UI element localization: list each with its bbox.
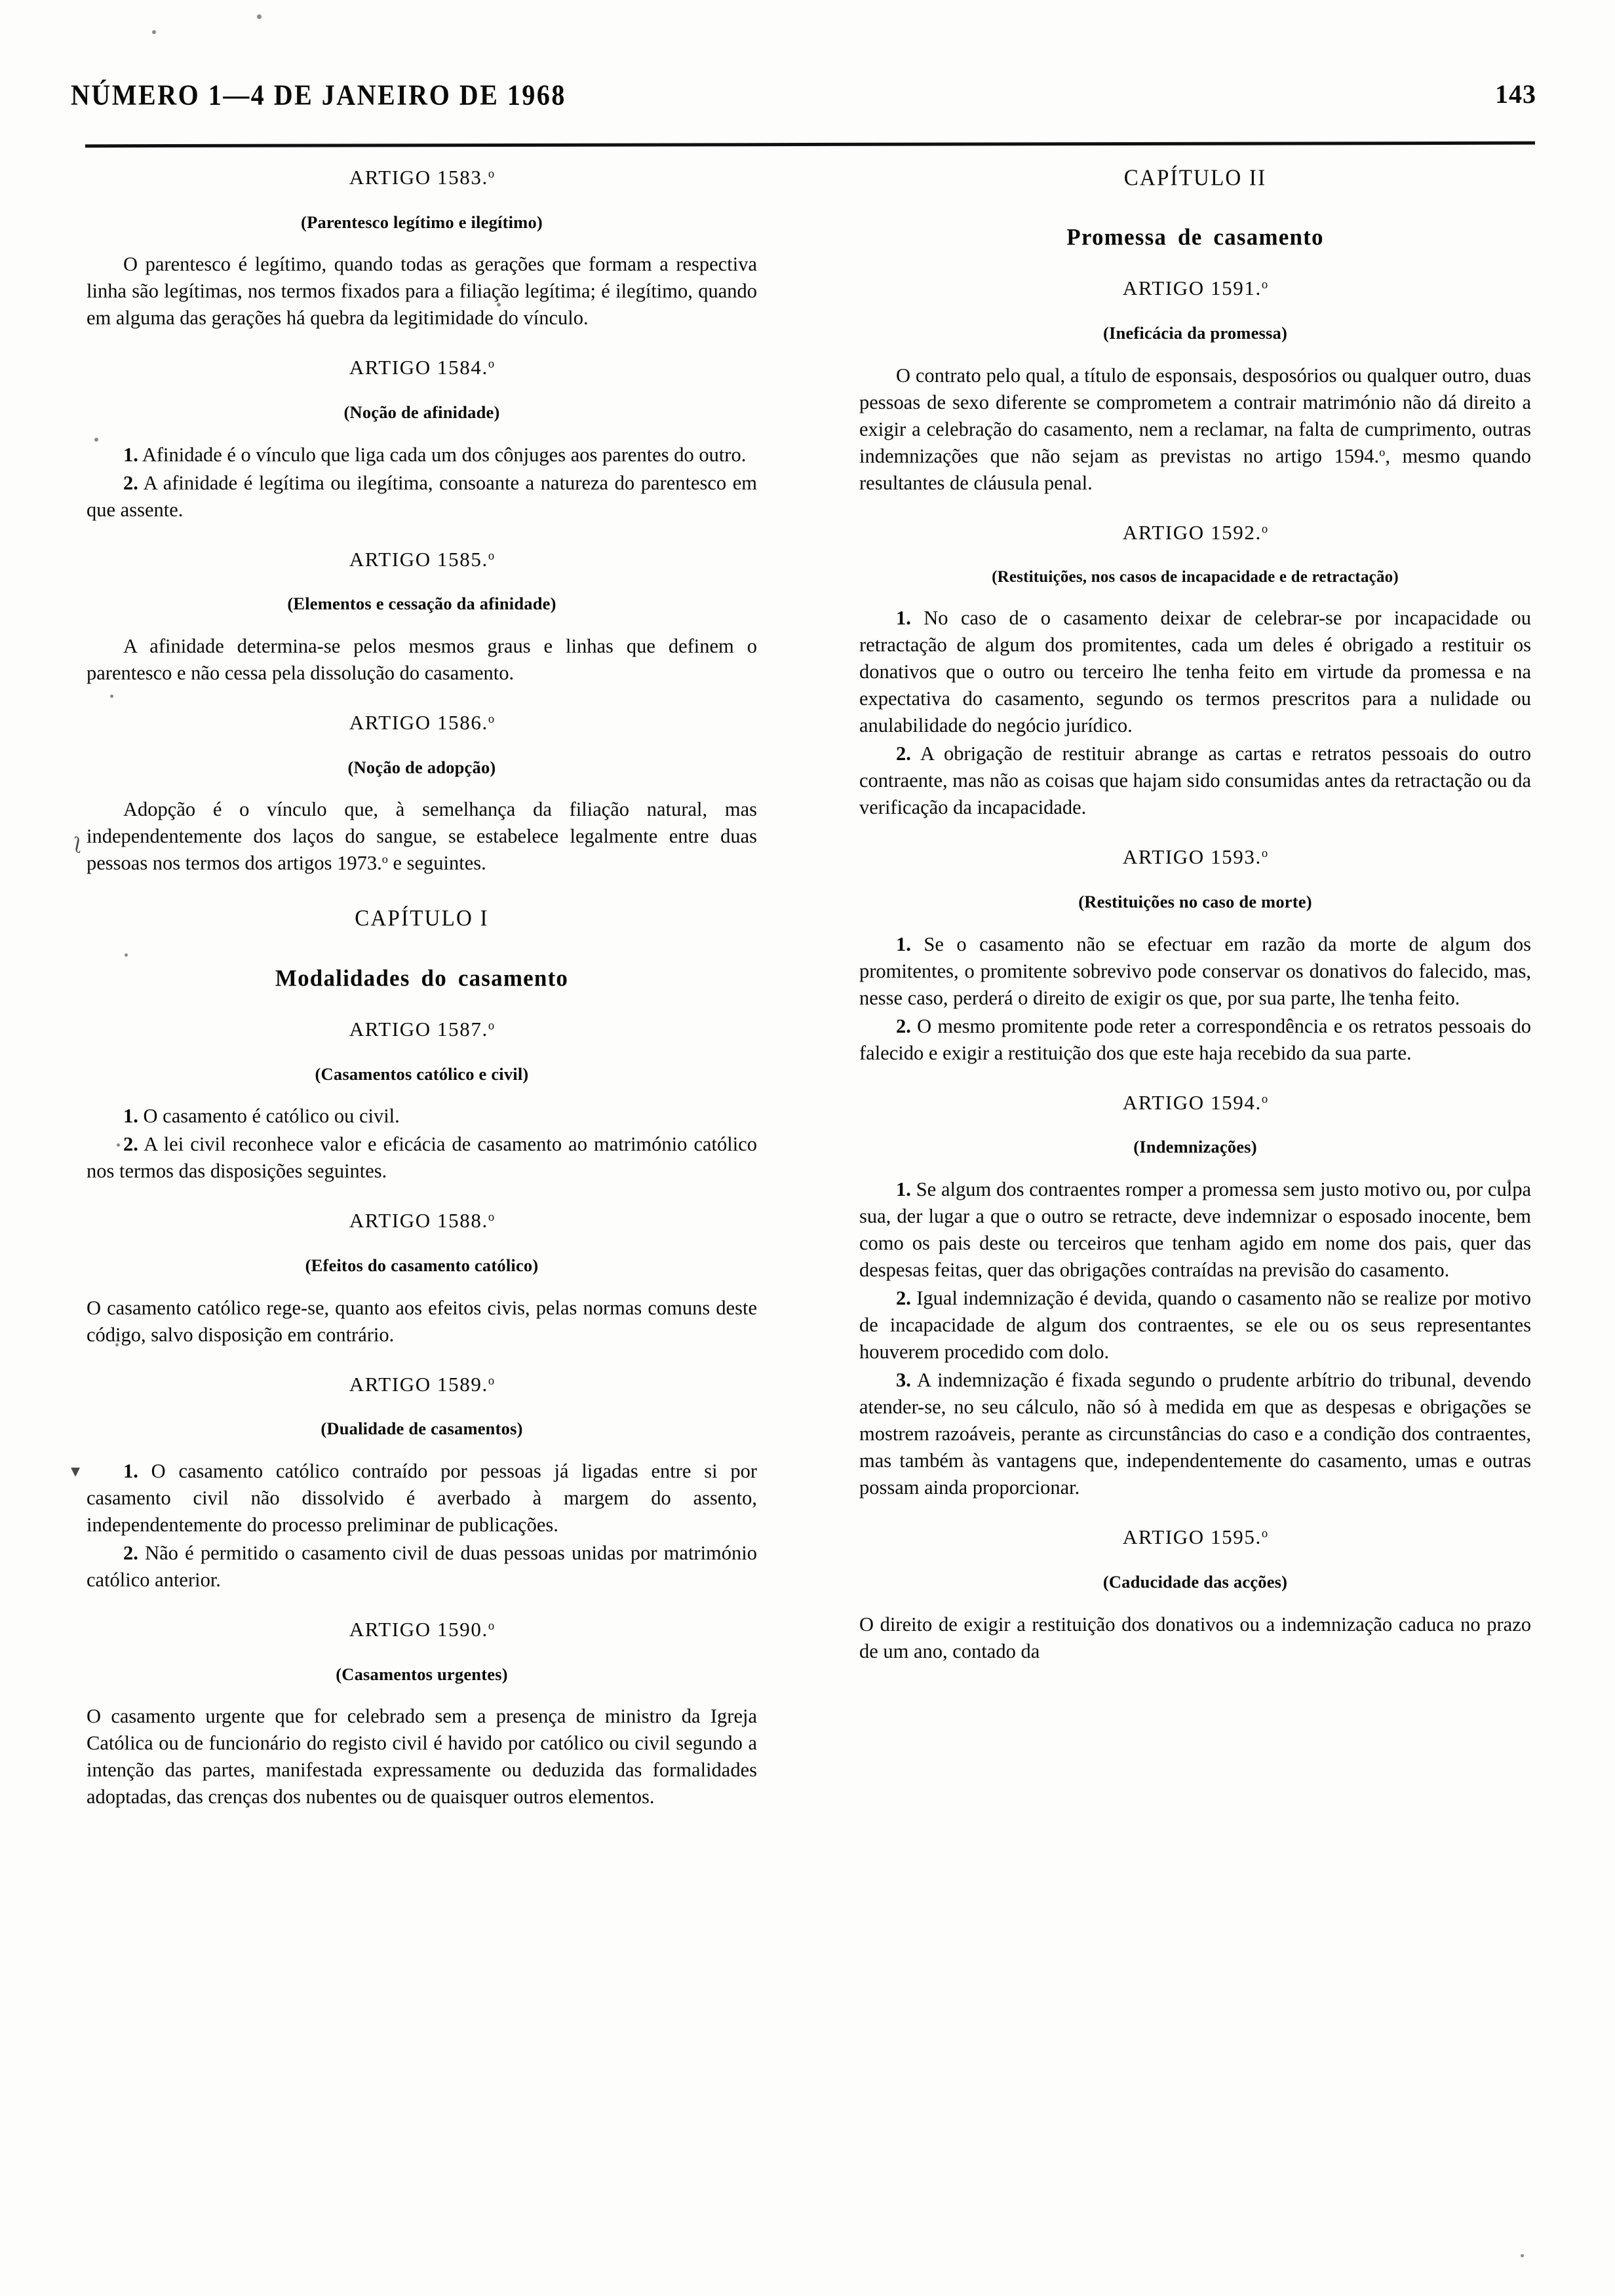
- article-number-1586: ARTIGO 1586.: [349, 711, 488, 735]
- article-number-1593: ARTIGO 1593.: [1122, 845, 1262, 869]
- item-number: 3.: [896, 1369, 911, 1392]
- article-number-1583: ARTIGO 1583.: [349, 166, 488, 189]
- page-number: 143: [1495, 79, 1536, 109]
- item-text: A lei civil reconhece valor e eficácia de casamento ao matrimónio católico nos termos das disposições seguintes.: [87, 1133, 757, 1183]
- item-text: A obrigação de restituir abrange as cartas e retratos pessoais do outro contraente, mas não as coisas que hajam sido consumidas antes da retractação ou da verificação da incapacidade.: [859, 742, 1531, 819]
- article-epigraph-1584: (Noção de afinidade): [343, 402, 500, 423]
- article-heading-1595: [859, 1523, 1531, 1551]
- running-head-title: [71, 77, 566, 112]
- item-number: 1.: [123, 443, 138, 466]
- margin-pen-mark: ▾: [71, 1461, 81, 1482]
- article-epigraph-1587: (Casamentos católico e civil): [315, 1063, 529, 1084]
- article-heading-1594: [859, 1089, 1531, 1117]
- header-rule: [85, 142, 1535, 148]
- article-item: [87, 1458, 757, 1539]
- article-number-1595: ARTIGO 1595.: [1122, 1525, 1262, 1549]
- running-head: [0, 77, 1615, 136]
- ordinal-marker: o: [381, 852, 388, 866]
- item-number: 2.: [123, 1542, 138, 1565]
- item-number: 1.: [896, 607, 911, 630]
- article-heading-1592: [859, 519, 1531, 546]
- item-number: 1.: [896, 1178, 911, 1201]
- ordinal-marker: o: [488, 712, 495, 726]
- scan-speck: [257, 14, 262, 19]
- article-epigraph-1590: (Casamentos urgentes): [336, 1664, 508, 1684]
- article-body-1590: O casamento urgente que for celebrado sem a presença de ministro da Igreja Católica ou de funcionário do registo civil é havido por católico ou civil segundo a intenção das partes, manifestada expressamente ou deduzida das formalidades adoptadas, das crenças dos nubentes ou de quaisquer outros elementos.: [87, 1705, 757, 1808]
- item-number: 2.: [896, 1287, 911, 1310]
- chapter-number-1: CAPÍTULO I: [355, 906, 489, 932]
- ordinal-marker: o: [488, 1373, 495, 1388]
- scan-speck: [152, 30, 156, 34]
- article-epigraph-1591: (Ineficácia da promessa): [1102, 323, 1288, 343]
- article-item: [859, 740, 1531, 821]
- article-heading-1593: [859, 843, 1531, 871]
- article-heading-1584: [87, 354, 757, 381]
- item-text: Se algum dos contraentes romper a promessa sem justo motivo ou, por culpa sua, der lugar a que o outro se retracte, deve indemnizar o esposado inocente, bem como os pais deste ou terceiros que tenham agido em nome dos pais, quer das despesas feitas, quer das obrigações contraídas na previsão do casamento.: [859, 1178, 1531, 1282]
- ordinal-marker: o: [1261, 847, 1268, 861]
- ordinal-marker: o: [488, 548, 495, 563]
- ordinal-marker: o: [1261, 1092, 1268, 1106]
- article-body-1583: O parentesco é legítimo, quando todas as gerações que formam a respectiva linha são legítimas, nos termos fixados para a filiação legítima; é ilegítimo, quando em alguma das gerações há quebra da legitimidade do vínculo.: [87, 253, 757, 330]
- item-text: Afinidade é o vínculo que liga cada um dos cônjuges aos parentes do outro.: [138, 443, 747, 466]
- article-epigraph-1588: (Efeitos do casamento católico): [305, 1255, 539, 1275]
- article-heading-1589: [87, 1371, 757, 1398]
- article-item: [87, 1540, 757, 1594]
- article-body-part-b: , mesmo quando resultantes de cláusula penal.: [859, 444, 1531, 494]
- ordinal-marker: o: [488, 357, 495, 372]
- article-item: [859, 605, 1531, 739]
- article-epigraph-1592: (Restituições, nos casos de incapacidade e de retractação): [992, 567, 1399, 586]
- article-item: [87, 470, 757, 524]
- article-heading-1586: [87, 709, 757, 737]
- article-epigraph-1585: (Elementos e cessação da afinidade): [287, 594, 556, 614]
- article-item: [859, 1176, 1531, 1284]
- article-epigraph-1589: (Dualidade de casamentos): [321, 1419, 523, 1439]
- article-body-1586: [87, 796, 757, 877]
- item-number: 1.: [123, 1459, 138, 1482]
- article-number-1592: ARTIGO 1592.: [1122, 520, 1262, 544]
- item-text: Igual indemnização é devida, quando o casamento não se realize por motivo de incapacidade de algum dos contraentes, se ele ou os seus representantes houverem procedido com dolo.: [859, 1287, 1531, 1364]
- ordinal-marker: o: [488, 1210, 495, 1225]
- article-item: [87, 442, 757, 469]
- column-left: [0, 164, 796, 2270]
- item-number: 1.: [123, 1105, 138, 1128]
- ordinal-marker: o: [488, 166, 495, 181]
- item-number: 2.: [123, 471, 138, 494]
- article-heading-1583: [87, 164, 757, 191]
- ordinal-marker: o: [1379, 445, 1386, 459]
- article-body-1591: [859, 362, 1531, 497]
- article-body-part-a: Adopção é o vínculo que, à semelhança da filiação natural, mas independentemente dos laços do sangue, se estabelece legalmente entre duas pessoas nos termos dos artigos 1973.: [87, 798, 757, 875]
- article-heading-1590: [87, 1616, 757, 1643]
- ordinal-marker: o: [488, 1618, 495, 1633]
- article-item: [859, 1013, 1531, 1067]
- item-number: 1.: [896, 932, 911, 955]
- article-epigraph-1593: (Restituições no caso de morte): [1078, 891, 1312, 911]
- item-text: No caso de o casamento deixar de celebrar-se por incapacidade ou retractação de algum dos promitentes, cada um deles é obrigado a restituir os donativos que o outro ou terceiro lhe tenha feito em virtude da promessa e na expectativa do casamento, segundo os termos prescritos para a nulidade ou anulabilidade do negócio jurídico.: [859, 607, 1531, 737]
- item-text: Não é permitido o casamento civil de duas pessoas unidas por matrimónio católico anterior.: [87, 1542, 757, 1592]
- article-number-1587: ARTIGO 1587.: [349, 1017, 488, 1041]
- item-text: A indemnização é fixada segundo o prudente arbítrio do tribunal, devendo atender-se, no seu cálculo, não só à medida em que as despesas e obrigações se mostrem razoáveis, perante as circunstâncias do caso e a condição dos contraentes, mas também às vantagens que, independentemente do casamento, umas e outras possam ainda proporcionar.: [859, 1369, 1531, 1499]
- running-head-title-rest: 1—4 DE JANEIRO DE 1968: [200, 78, 566, 111]
- item-text: A afinidade é legítima ou ilegítima, consoante a natureza do parentesco em que assente.: [87, 471, 757, 521]
- ordinal-marker: o: [488, 1018, 495, 1033]
- item-number: 2.: [896, 742, 911, 765]
- article-heading-1587: [87, 1016, 757, 1043]
- article-number-1585: ARTIGO 1585.: [349, 547, 488, 571]
- column-right: [796, 164, 1615, 2270]
- article-body-part-a: O contrato pelo qual, a título de esponsais, desposórios ou qualquer outro, duas pessoas de sexo diferente se comprometem a contrair matrimónio não dá direito a exigir a celebração do casamento, nem a reclamar, na falta de cumprimento, outras indemnizações que não sejam as previstas no artigo 1594.: [859, 364, 1531, 467]
- margin-pen-mark: ʅ: [71, 832, 86, 859]
- article-body-part-b: e seguintes.: [387, 852, 486, 875]
- ordinal-marker: o: [1261, 278, 1268, 292]
- article-body-1595: O direito de exigir a restituição dos donativos ou a indemnização caduca no prazo de um ano, contado da: [859, 1613, 1531, 1662]
- article-number-1590: ARTIGO 1590.: [349, 1618, 488, 1641]
- article-epigraph-1594: (Indemnizações): [1133, 1137, 1257, 1157]
- chapter-title-2: Promessa de casamento: [1066, 223, 1324, 251]
- item-text: O casamento é católico ou civil.: [138, 1105, 400, 1128]
- article-heading-1591: [859, 275, 1531, 302]
- article-item: [859, 1367, 1531, 1501]
- item-text: Se o casamento não se efectuar em razão da morte de algum dos promitentes, o promitente sobrevivo pode conservar os donativos do falecido, mas, nesse caso, perderá o direito de exigir os que, por sua parte, lhe tenha feito.: [859, 932, 1531, 1009]
- article-number-1591: ARTIGO 1591.: [1122, 277, 1262, 300]
- item-text: O mesmo promitente pode reter a correspondência e os retratos pessoais do falecido e exigir a restituição dos que este haja recebido da sua parte.: [859, 1014, 1531, 1064]
- article-item: [87, 1103, 757, 1130]
- article-body-1585: A afinidade determina-se pelos mesmos graus e linhas que definem o parentesco e não cessa pela dissolução do casamento.: [87, 635, 757, 685]
- article-item: [859, 931, 1531, 1012]
- item-text: O casamento católico contraído por pessoas já ligadas entre si por casamento civil não dissolvido é averbado à margem do assento, independentemente do processo preliminar de publicações.: [87, 1459, 757, 1537]
- item-number: 2.: [896, 1014, 911, 1037]
- article-item: [859, 1285, 1531, 1366]
- article-number-1584: ARTIGO 1584.: [349, 356, 488, 379]
- article-epigraph-1586: (Noção de adopção): [347, 757, 496, 777]
- article-number-1594: ARTIGO 1594.: [1122, 1090, 1262, 1114]
- article-body-1588: O casamento católico rege-se, quanto aos efeitos civis, pelas normas comuns deste código, salvo disposição em contrário.: [87, 1296, 757, 1346]
- article-item: [87, 1131, 757, 1185]
- chapter-number-2: CAPÍTULO II: [1123, 165, 1267, 191]
- ordinal-marker: o: [1261, 1526, 1268, 1540]
- article-epigraph-1595: (Caducidade das acções): [1102, 1571, 1288, 1592]
- article-number-1589: ARTIGO 1589.: [349, 1372, 488, 1396]
- article-heading-1588: [87, 1207, 757, 1234]
- article-epigraph-1583: (Parentesco legítimo e ilegítimo): [301, 212, 543, 232]
- running-head-title-bold: NÚMERO: [71, 78, 201, 111]
- ordinal-marker: o: [1261, 522, 1268, 536]
- body-columns: [0, 164, 1615, 2270]
- item-number: 2.: [123, 1133, 138, 1156]
- article-number-1588: ARTIGO 1588.: [349, 1209, 488, 1233]
- chapter-title-1: Modalidades do casamento: [275, 965, 569, 991]
- article-heading-1585: [87, 546, 757, 573]
